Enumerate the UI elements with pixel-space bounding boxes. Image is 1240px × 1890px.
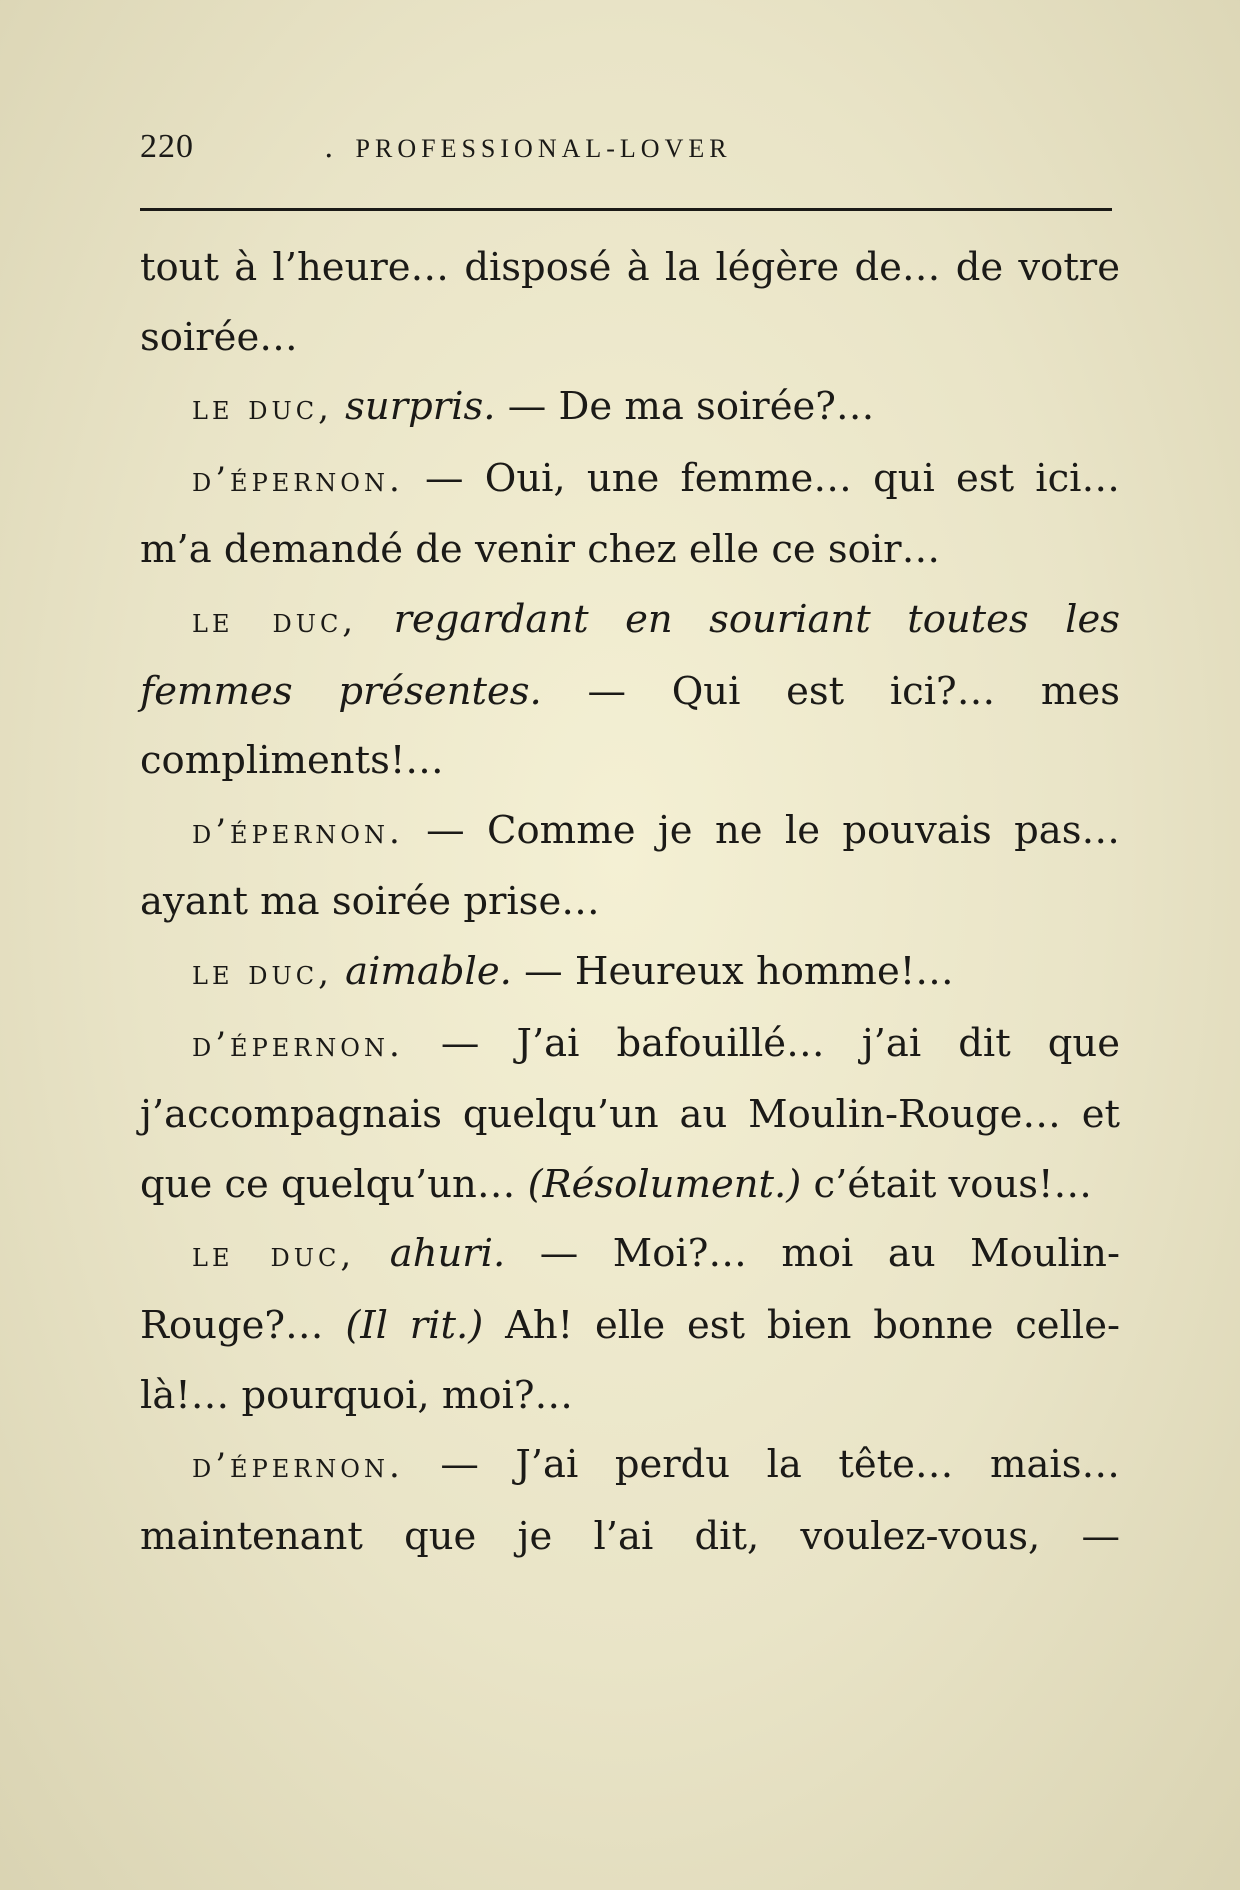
paragraph-3 xyxy=(140,585,1120,796)
header-dot: . xyxy=(324,130,334,165)
speaker-name: le duc, xyxy=(192,1235,356,1276)
paragraph-text: — Qui est ici?… mes compliments!… xyxy=(140,668,1120,784)
speaker-name: d’épernon. xyxy=(192,1024,404,1065)
running-head xyxy=(140,128,1120,184)
speaker-name: le duc, xyxy=(192,388,333,429)
speaker-name: d’épernon. xyxy=(192,459,404,500)
stage-direction: aimable. xyxy=(345,948,512,994)
paragraph-text: — Heureux homme!… xyxy=(524,948,954,994)
stage-direction: regardant en souriant toutes les femmes présentes. xyxy=(140,596,1120,714)
stage-direction: surpris. xyxy=(345,384,496,430)
stage-direction: ahuri. xyxy=(389,1231,506,1277)
header-rule xyxy=(140,208,1112,211)
paragraph-1 xyxy=(140,372,1120,444)
book-page xyxy=(140,128,1120,1571)
stage-direction: (Résolument.) xyxy=(527,1161,802,1207)
paragraph-text: — De ma soirée?… xyxy=(507,384,875,430)
paragraph-text: Ah! elle est bien bonne celle-là!… pourquoi, moi?… xyxy=(140,1302,1120,1418)
paragraph-5 xyxy=(140,937,1120,1009)
stage-direction: (Il rit.) xyxy=(345,1302,484,1348)
speaker-name: le duc, xyxy=(192,600,358,641)
paragraph-text: — J’ai bafouillé… j’ai dit que j’accompagnais quelqu’un au Moulin-Rouge… et que ce quelqu’un… xyxy=(140,1020,1120,1207)
speaker-name: d’épernon. xyxy=(192,1446,404,1487)
paragraph-text: — J’ai perdu la tête… mais… maintenant que je l’ai dit, voulez-vous, — xyxy=(140,1442,1120,1559)
paragraph-text: — Moi?… moi au Moulin-Rouge?… xyxy=(140,1231,1120,1348)
running-title: PROFESSIONAL-LOVER xyxy=(355,134,732,163)
paragraph-7 xyxy=(140,1219,1120,1430)
paragraph-text: — Comme je ne le pouvais pas… ayant ma soirée prise… xyxy=(140,807,1120,925)
speaker-name: le duc, xyxy=(192,952,333,993)
paragraph-0 xyxy=(140,233,1120,372)
paragraph-text: — Oui, une femme… qui est ici… m’a demandé de venir chez elle ce soir… xyxy=(140,455,1120,573)
paragraph-text: tout à l’heure… disposé à la légère de… de votre soirée… xyxy=(140,245,1120,360)
page-number: 220 xyxy=(140,128,194,165)
paragraph-4 xyxy=(140,796,1120,937)
speaker-name: d’épernon. xyxy=(192,811,404,852)
paragraph-6 xyxy=(140,1009,1120,1220)
paragraph-text: c’était vous!… xyxy=(813,1161,1093,1207)
paragraph-2 xyxy=(140,444,1120,585)
paragraph-8 xyxy=(140,1430,1120,1571)
body-text xyxy=(140,233,1120,1571)
